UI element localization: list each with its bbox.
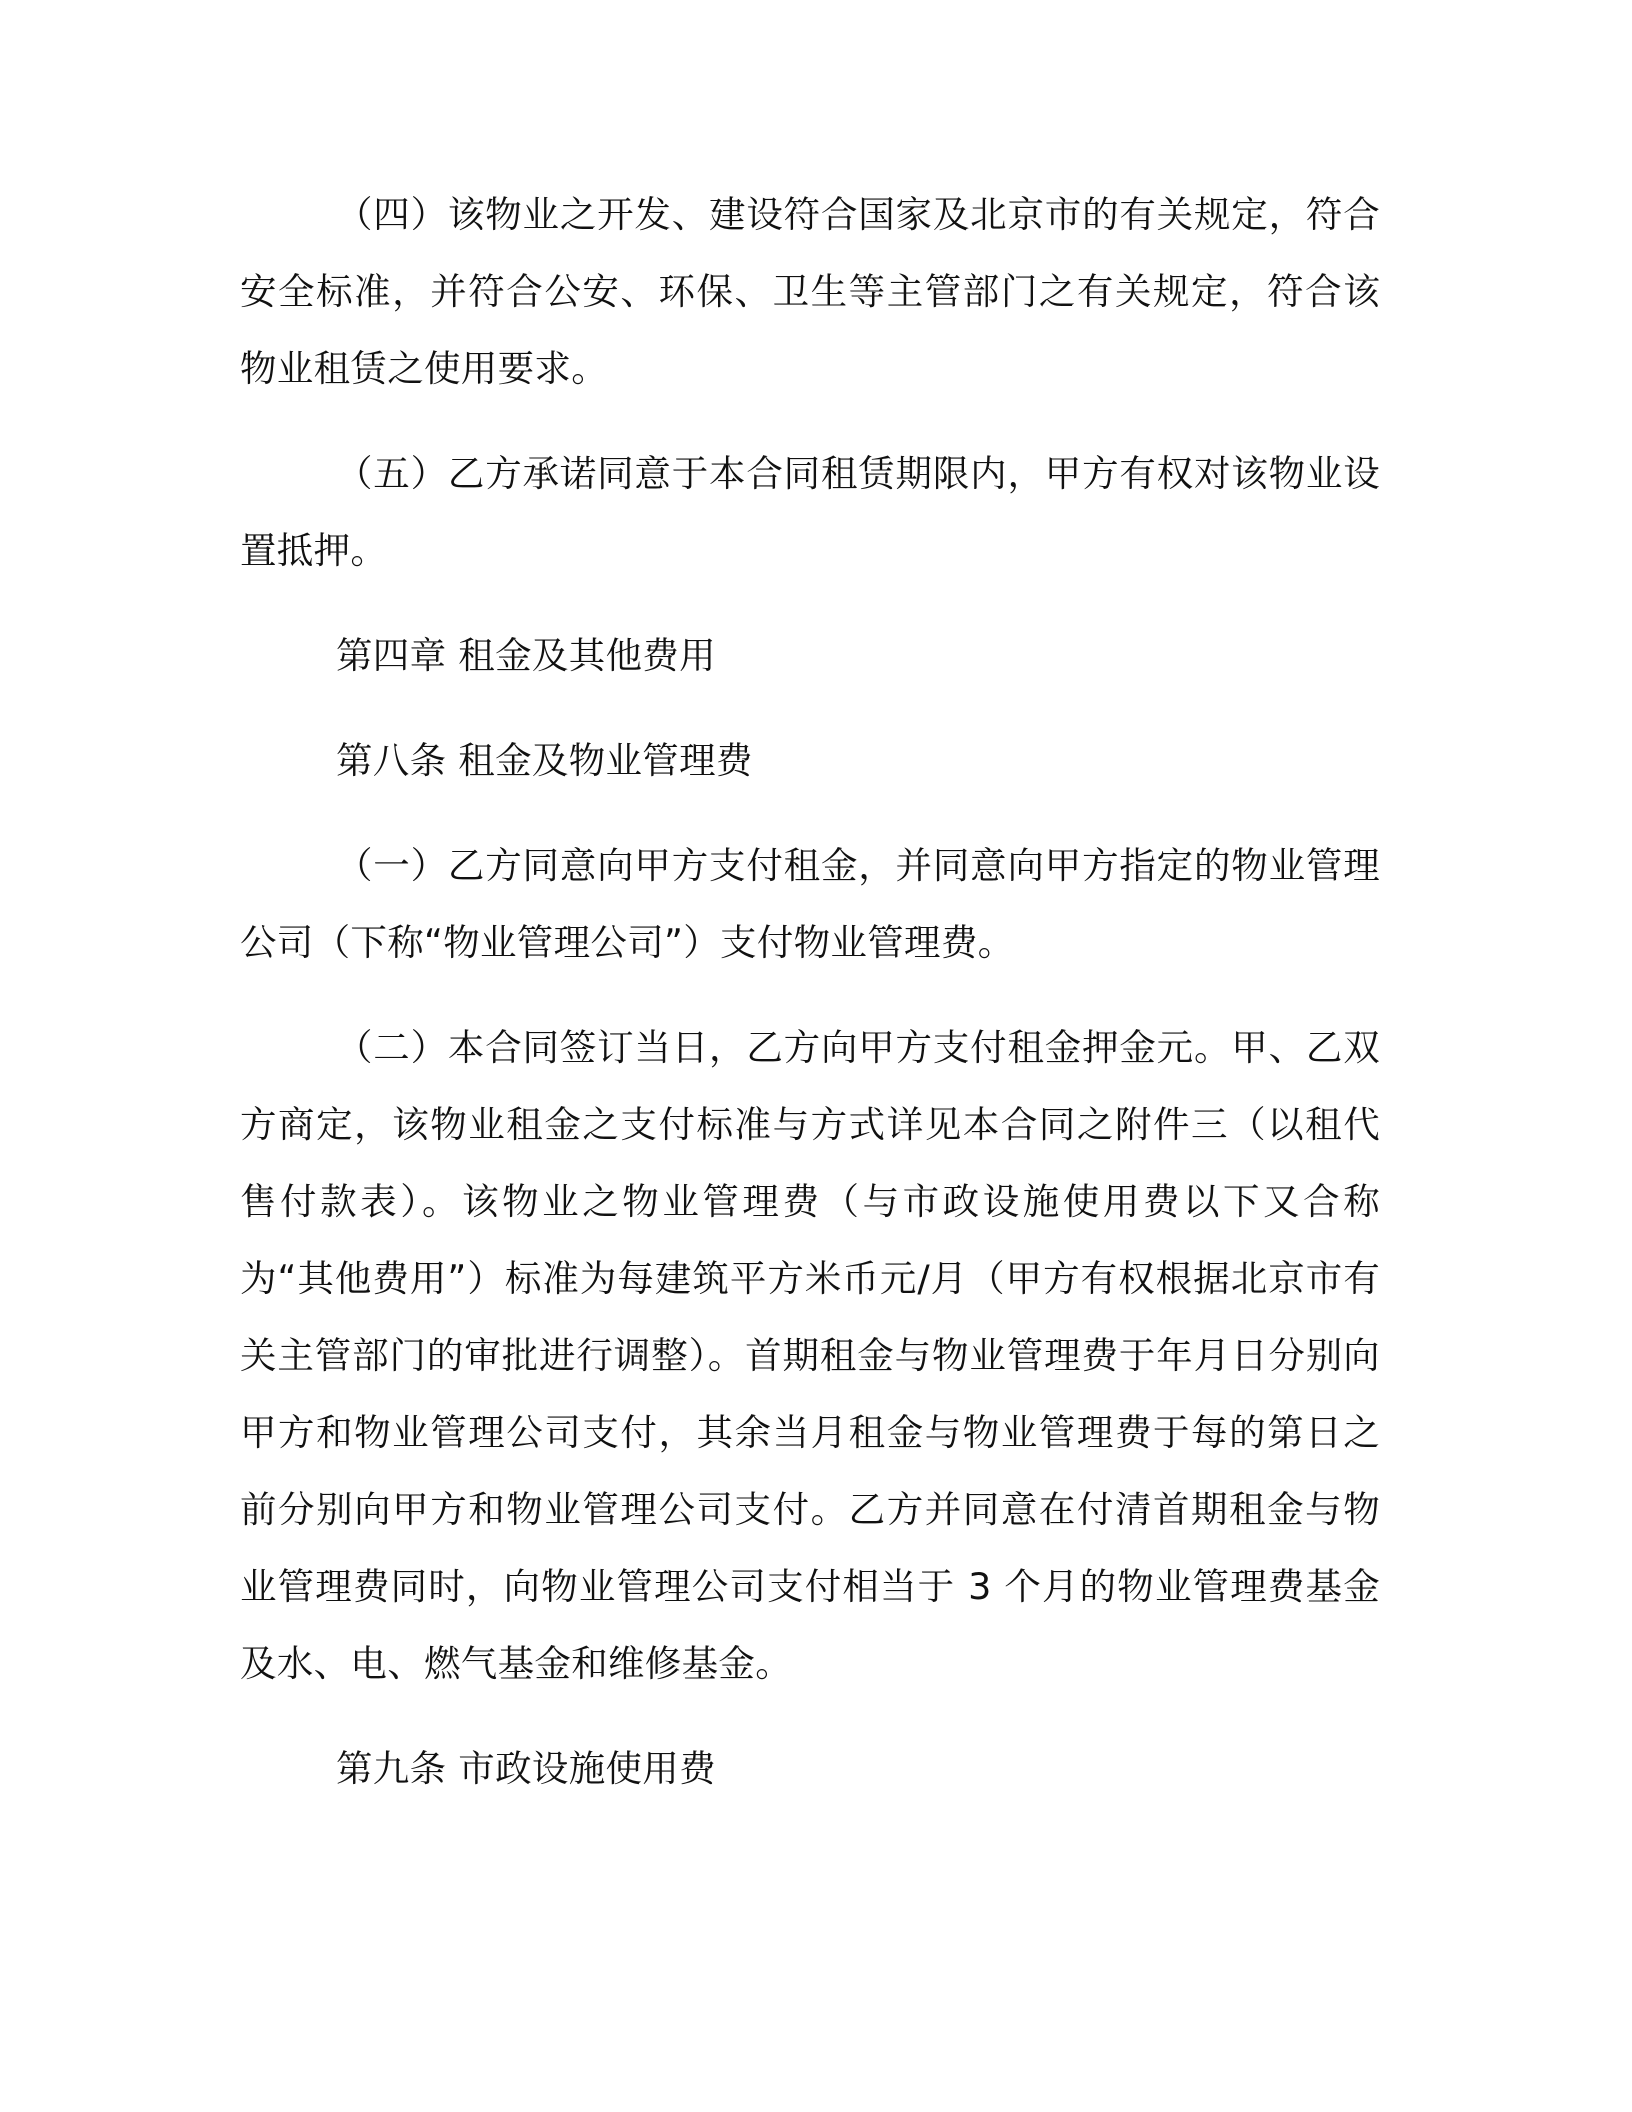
clause-4-paragraph: （四）该物业之开发、建设符合国家及北京市的有关规定，符合安全标准，并符合公安、环保、卫生等主管部门之有关规定，符合该物业租赁之使用要求。	[240, 193, 1380, 390]
clause-5-paragraph: （五）乙方承诺同意于本合同租赁期限内，甲方有权对该物业设置抵押。	[240, 452, 1380, 572]
article-8-heading: 第八条 租金及物业管理费	[336, 739, 753, 782]
article-8-clause-1-paragraph: （一）乙方同意向甲方支付租金，并同意向甲方指定的物业管理公司（下称“物业管理公司”）支付物业管理费。	[240, 844, 1380, 964]
chapter-4-heading: 第四章 租金及其他费用	[336, 634, 716, 677]
article-8-clause-2-paragraph: （二）本合同签订当日，乙方向甲方支付租金押金元。甲、乙双方商定，该物业租金之支付标准与方式详见本合同之附件三（以租代售付款表）。该物业之物业管理费（与市政设施使用费以下又合称为“其他费用”）标准为每建筑平方米币元/月（甲方有权根据北京市有关主管部门的审批进行调整）。首期租金与物业管理费于年月日分别向甲方和物业管理公司支付，其余当月租金与物业管理费于每的第日之前分别向甲方和物业管理公司支付。乙方并同意在付清首期租金与物业管理费同时，向物业管理公司支付相当于 3 个月的物业管理费基金及水、电、燃气基金和维修基金。	[240, 1026, 1380, 1685]
document-body	[240, 176, 1380, 1835]
article-9-heading: 第九条 市政设施使用费	[336, 1747, 716, 1790]
